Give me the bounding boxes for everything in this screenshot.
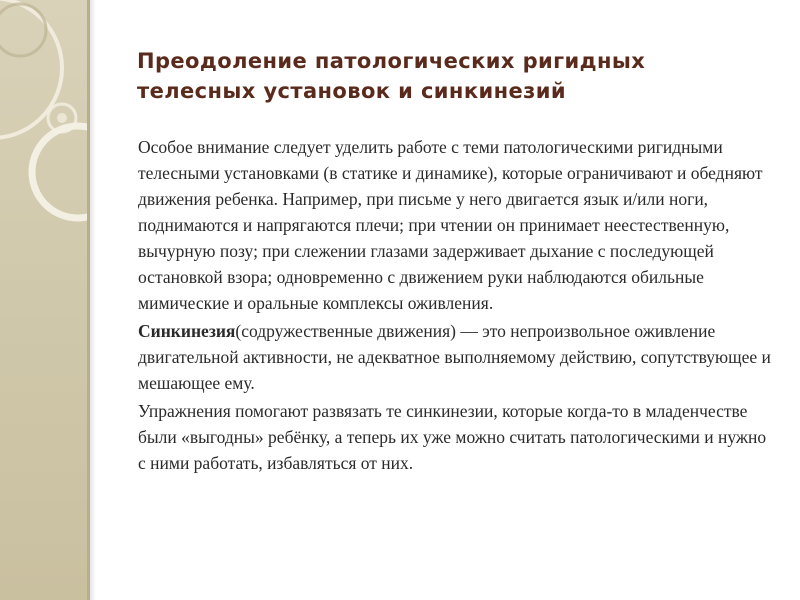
synkinesis-term: Синкинезия — [138, 321, 236, 341]
synkinesis-definition: (содружественные движения) — это непроизвольное оживление двигательной активности, не адекватное выполняемому действию, сопутствующее и мешающее ему. — [138, 321, 771, 393]
paragraph-1: Особое внимание следует уделить работе с теми патологическими ригидными телесными установками (в статике и динамике), которые ограничивают и обедняют движения ребенка. Например, при письме у него двигается язык и/или ноги, поднимаются и напрягаются плечи; при чтении он принимает неестественную, вычурную позу; при слежении глазами задерживает дыхание с последующей остановкой взора; одновременно с движением руки наблюдаются обильные мимические и оральные комплексы оживления. — [138, 137, 763, 313]
slide-body — [138, 134, 778, 476]
paragraph-3: Упражнения помогают развязать те синкинезии, которые когда-то в младенчестве были «выгодны» ребёнку, а теперь их уже можно считать патологическими и нужно с ними работать, избавляться от них. — [138, 401, 767, 473]
title-line-1: Преодоление патологических ригидных — [137, 49, 646, 73]
decorative-rings — [0, 0, 87, 600]
side-panel-shadow — [90, 0, 96, 600]
paragraph-2 — [138, 318, 778, 396]
slide-title — [137, 46, 787, 106]
decorative-side-panel — [0, 0, 87, 600]
title-line-2: телесных установок и синкинезий — [137, 79, 566, 103]
